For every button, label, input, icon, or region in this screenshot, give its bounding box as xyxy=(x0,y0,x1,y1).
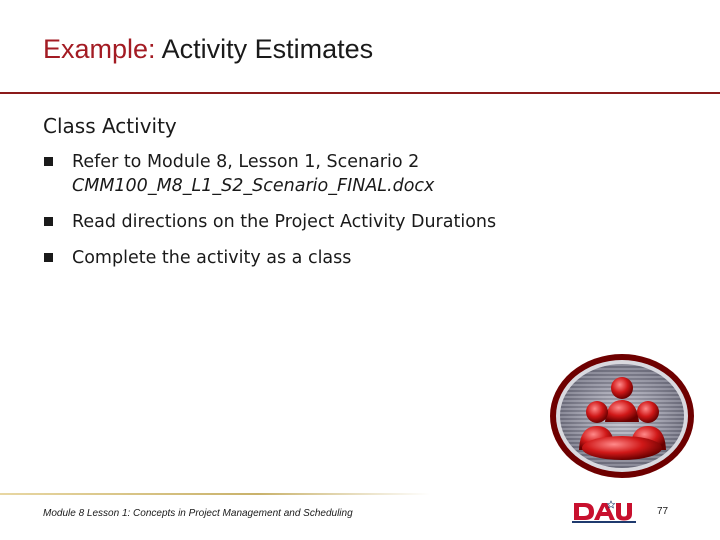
footer-text: Module 8 Lesson 1: Concepts in Project Management and Scheduling xyxy=(43,508,353,519)
bullet-list xyxy=(43,150,703,270)
footer-divider xyxy=(0,493,430,495)
bullet-text: Complete the activity as a class xyxy=(72,248,352,268)
bullet-item xyxy=(43,210,703,234)
slide-title xyxy=(43,34,373,65)
bullet-item xyxy=(43,246,703,270)
team-meeting-people-icon xyxy=(547,350,697,480)
title-prefix: Example: xyxy=(43,34,156,64)
bullet-text: Read directions on the Project Activity Durations xyxy=(72,212,497,232)
square-bullet-icon xyxy=(44,253,53,262)
title-main: Activity Estimates xyxy=(161,34,374,64)
square-bullet-icon xyxy=(44,217,53,226)
title-divider xyxy=(0,92,720,94)
bullet-text: Refer to Module 8, Lesson 1, Scenario 2 xyxy=(72,152,420,172)
slide-body xyxy=(43,114,703,282)
page-number: 77 xyxy=(657,506,669,517)
bullet-item xyxy=(43,150,703,198)
dau-logo xyxy=(572,500,636,528)
square-bullet-icon xyxy=(44,157,53,166)
section-heading: Class Activity xyxy=(43,114,177,138)
bullet-subtext: CMM100_M8_L1_S2_Scenario_FINAL.docx xyxy=(72,176,435,196)
